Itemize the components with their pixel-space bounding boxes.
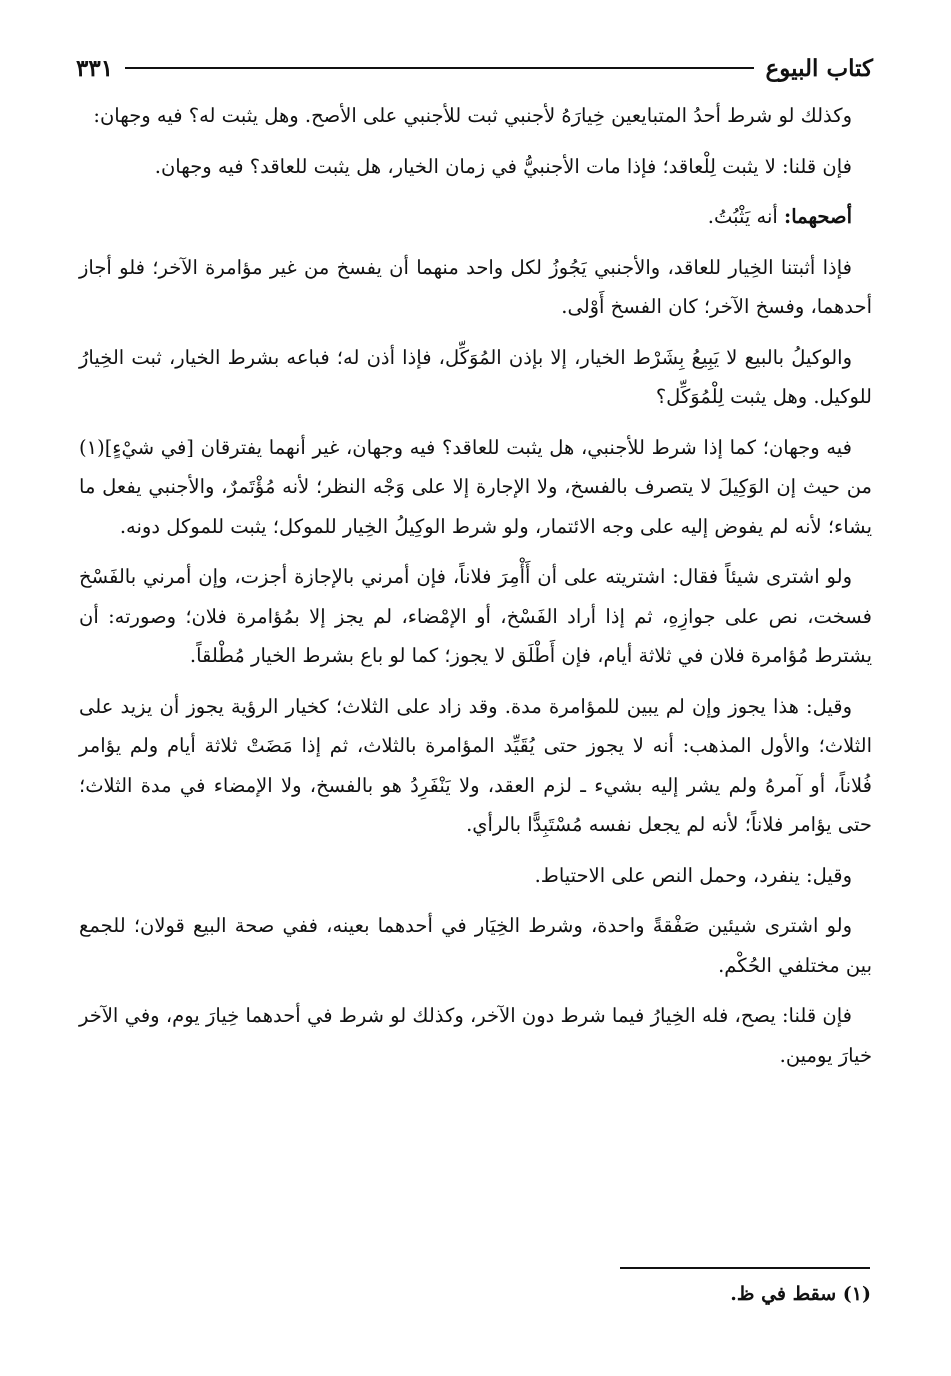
paragraph-3: أصحهما: أنه يَثْبُتُ.	[707, 205, 852, 228]
paragraph-10: ولو اشترى شيئين صَفْقةً واحدة، وشرط الخِيَار في أحدهما بعينه، ففي صحة البيع قولان؛ للجمع بين مختلفي الحُكْم.	[79, 914, 872, 977]
paragraph-4: فإذا أثبتنا الخِيار للعاقد، والأجنبي يَجُوزُ لكل واحد منهما أن يفسخ من غير مؤامرة الآخر؛ فلو أجاز أحدهما، وفسخ الآخر؛ كان الفسخ أَوْلى.	[79, 255, 872, 318]
paragraph-8: وقيل: هذا يجوز وإن لم يبين للمؤامرة مدة. وقد زاد على الثلاث؛ كخيار الرؤية يجوز أن يزيد على الثلاث؛ والأول المذهب: أنه لا يجوز حتى يُقَيِّد المؤامرة بالثلاث، ثم إذا مَضَتْ ثلاثة أيام ولم يؤامر فُلاناً، أو آمرهُ ولم يشر إليه بشيء ـ لزم العقد، ولا يَنْفَرِدُ هو بالفسخ، ولا الإمضاء في مدة الثلاث؛ حتى يؤامر فلاناً؛ لأنه لم يجعل نفسه مُسْتَبِدًّا بالرأي.	[79, 694, 872, 836]
page-number: ٣٣١	[76, 54, 114, 82]
page-header	[76, 50, 873, 86]
footnote: (١) سقط في ظ.	[730, 1283, 871, 1305]
paragraph-1: وكذلك لو شرط أحدُ المتبايعين خِيارَهُ لأجنبي ثبت للأجنبي على الأصح. وهل يثبت له؟ فيه وجهان:	[93, 104, 852, 127]
book-title: كتاب البيوع	[765, 54, 873, 82]
paragraph-6: فيه وجهان؛ كما إذا شرط للأجنبي، هل يثبت للعاقد؟ فيه وجهان، غير أنهما يفترقان [في شيْءٍ](١) من حيث إن الوَكِيلَ لا يتصرف بالفسخ، ولا الإجارة إلا على وَجْه النظر؛ لأنه مُؤْتَمرٌ، والأجنبي يفعل ما يشاء؛ لأنه لم يفوض إليه على وجه الائتمار، ولو شرط الوكِيلُ الخِيار للموكل؛ يثبت للموكل دونه.	[79, 435, 872, 538]
paragraph-7: ولو اشترى شيئاً فقال: اشتريته على أن أَأْمِرَ فلاناً، فإن أمرني بالإجازة أجزت، وإن أمرني بالفَسْخ فسخت، نص على جوازِهِ، ثم إذا أراد الفَسْخ، أو الإمْضاء، لم يجز إلا بمُؤامرة فلان؛ وصورته: أن يشترط مُؤامرة فلان في ثلاثة أيام، فإن أَطْلَق لا يجوز؛ كما لو باع بشرط الخيار مُطْلقاً.	[79, 565, 872, 667]
paragraph-lead: أصحهما:	[784, 205, 852, 228]
footnote-rule	[620, 1267, 870, 1269]
paragraph-5: والوكيلُ بالبيع لا يَبِيعُ بِشَرْط الخيار، إلا بإذن المُوَكِّل، فإذا أذن له؛ فباعه بشرط الخيار، ثبت الخِيارُ للوكيل. وهل يثبت لِلْمُوَكِّل؟	[79, 345, 872, 408]
paragraph-2: فإن قلنا: لا يثبت لِلْعاقد؛ فإذا مات الأجنبيُّ في زمان الخيار، هل يثبت للعاقد؟ فيه وجهان.	[154, 154, 852, 178]
paragraph-11: فإن قلنا: يصح، فله الخِيارُ فيما شرط دون الآخر، وكذلك لو شرط في أحدهما خِيارَ يوم، وفي الآخر خيارَ يومين.	[79, 1004, 872, 1067]
paragraph-9: وقيل: ينفرد، وحمل النص على الاحتياط.	[534, 863, 852, 887]
body-text	[79, 96, 872, 1086]
header-rule	[125, 67, 753, 69]
